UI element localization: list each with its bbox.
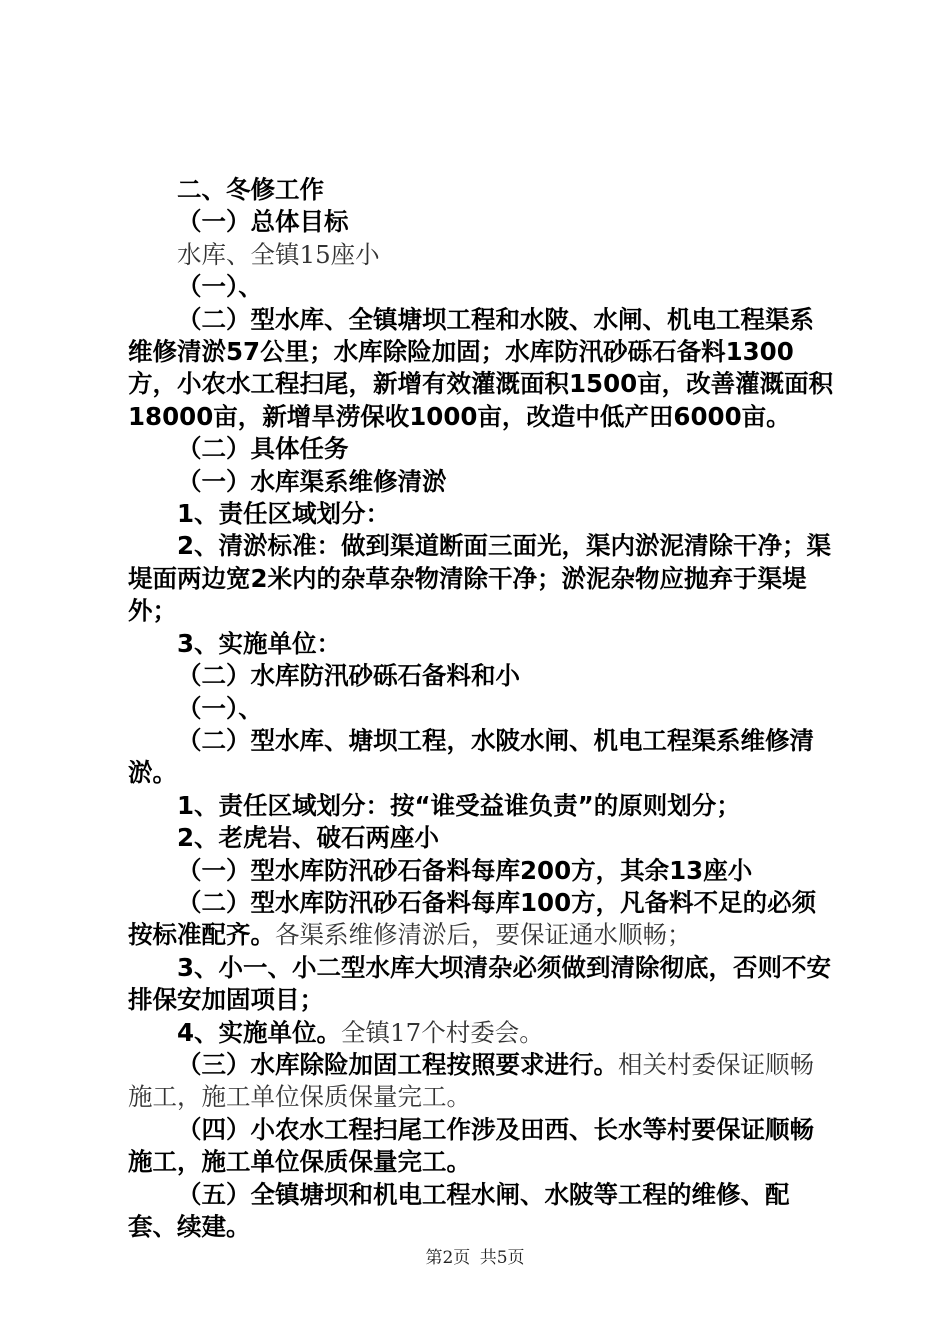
paragraph-text: 2、老虎岩、破石两座小 <box>177 823 440 853</box>
paragraph <box>128 693 838 725</box>
paragraph-text: （三）水库除险加固工程按照要求进行。 <box>177 1049 618 1079</box>
paragraph-tail-text: 全镇17个村委会。 <box>341 1017 544 1047</box>
paragraph <box>128 1179 838 1244</box>
page-footer <box>0 1243 950 1268</box>
paragraph-text: 3、实施单位： <box>177 628 342 658</box>
paragraph-text: 1、责任区域划分：按“谁受益谁负责”的原则划分； <box>177 790 741 820</box>
paragraph-text: （五）全镇塘坝和机电工程水闸、水陂等工程的维修、配套、续建。 <box>128 1179 790 1241</box>
paragraph-text: （二）水库防汛砂砾石备料和小 <box>177 661 520 691</box>
paragraph-text: 2、清淤标准：做到渠道断面三面光，渠内淤泥清除干净；渠堤面两边宽2米内的杂草杂物清除干净；淤泥杂物应抛弃于渠堤外； <box>128 531 832 626</box>
paragraph <box>128 304 838 434</box>
paragraph <box>128 725 838 790</box>
paragraph-text: （二）型水库、全镇塘坝工程和水陂、水闸、机电工程渠系维修清淤57公里；水库除险加固；水库防汛砂砾石备料1300方，小农水工程扫尾，新增有效灌溉面积1500亩，改善灌溉面积18000亩，新增旱涝保收1000亩，改造中低产田6000亩。 <box>128 304 834 431</box>
paragraph <box>128 466 838 498</box>
paragraph <box>128 1017 838 1049</box>
paragraph <box>128 628 838 660</box>
paragraph <box>128 271 838 303</box>
paragraph-text: 4、实施单位。 <box>177 1017 342 1047</box>
paragraph-text: （一）、 <box>177 693 263 723</box>
paragraph <box>128 239 838 271</box>
paragraph-text: 水库、全镇15座小 <box>177 239 380 269</box>
paragraph <box>128 174 838 206</box>
paragraph-text: 1、责任区域划分： <box>177 499 391 529</box>
page-total: 共5页 <box>479 1248 525 1268</box>
paragraph <box>128 498 838 530</box>
paragraph-text: （二）型水库、塘坝工程，水陂水闸、机电工程渠系维修清淤。 <box>128 725 814 788</box>
paragraph <box>128 1114 838 1179</box>
paragraph <box>128 790 838 822</box>
paragraph <box>128 855 838 887</box>
paragraph-text: 二、冬修工作 <box>177 175 324 204</box>
page-number: 第2页 <box>425 1248 471 1268</box>
paragraph <box>128 952 838 1017</box>
paragraph <box>128 822 838 854</box>
document-body <box>128 174 838 1243</box>
paragraph-text: （一）水库渠系维修清淤 <box>177 466 447 496</box>
paragraph-text: （一）、 <box>177 272 263 302</box>
paragraph <box>128 206 838 238</box>
paragraph-text: （四）小农水工程扫尾工作涉及田西、长水等村要保证顺畅施工，施工单位保质保量完工。 <box>128 1114 814 1177</box>
paragraph-text: （二）型水库防汛砂石备料每库100方，凡备料不足的必须按标准配齐。 <box>128 887 817 950</box>
paragraph-text: 3、小一、小二型水库大坝清杂必须做到清除彻底，否则不安排保安加固项目； <box>128 952 832 1015</box>
paragraph <box>128 1049 838 1114</box>
paragraph-tail-text: 相关村委保证顺畅施工，施工单位保质保量完工。 <box>128 1049 814 1112</box>
paragraph-text: （二）具体任务 <box>177 434 349 464</box>
paragraph <box>128 433 838 465</box>
paragraph-tail-text: 各渠系维修清淤后，要保证通水顺畅； <box>275 920 692 950</box>
paragraph-text: （一）型水库防汛砂石备料每库200方，其余13座小 <box>177 855 753 885</box>
paragraph <box>128 660 838 692</box>
paragraph <box>128 530 838 627</box>
paragraph <box>128 887 838 952</box>
paragraph-text: （一）总体目标 <box>177 207 349 237</box>
